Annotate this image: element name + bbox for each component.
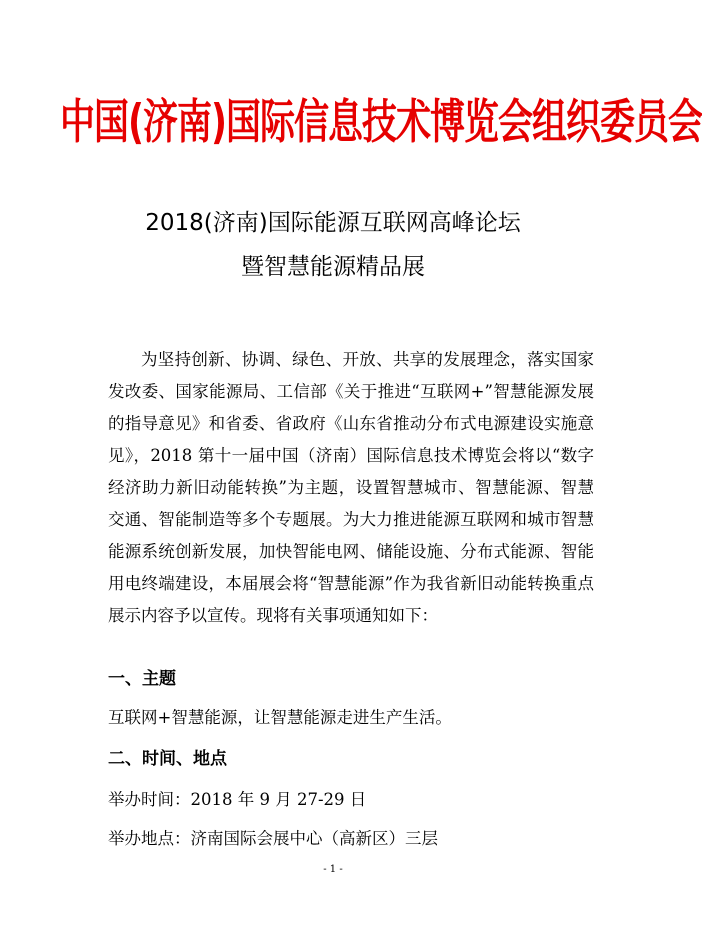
- section-heading-time-place: 二、时间、地点: [108, 749, 227, 769]
- theme-text: 互联网+智慧能源，让智慧能源走进生产生活。: [108, 708, 452, 727]
- intro-paragraph: 为坚持创新、协调、绿色、开放、共享的发展理念，落实国家发改委、国家能源局、工信部《关于推进“互联网+”智慧能源发展的指导意见》和省委、省政府《山东省推动分布式电源建设实施意见》，2018 第十一届中国（济南）国际信息技术博览会将以“数字经济助力新旧动能转换”为主题，设置智慧城市、智慧能源、智慧交通、智能制造等多个专题展。为大力推进能源互联网和城市智慧能源系统创新发展，加快智能电网、储能设施、分布式能源、智能用电终端建设，本届展会将“智慧能源”作为我省新旧动能转换重点展示内容予以宣传。现将有关事项通知如下：: [108, 350, 594, 625]
- document-title-line1: 2018(济南)国际能源互联网高峰论坛: [145, 210, 521, 236]
- document-title-line2: 暨智慧能源精品展: [241, 254, 425, 280]
- page-number: - 1 -: [323, 864, 343, 875]
- section-heading-theme: 一、主题: [108, 669, 176, 689]
- event-place: 举办地点：济南国际会展中心（高新区）三层: [108, 829, 438, 848]
- event-time: 举办时间：2018 年 9 月 27-29 日: [108, 790, 367, 809]
- organization-header: 中国(济南)国际信息技术博览会组织委员会: [60, 95, 702, 150]
